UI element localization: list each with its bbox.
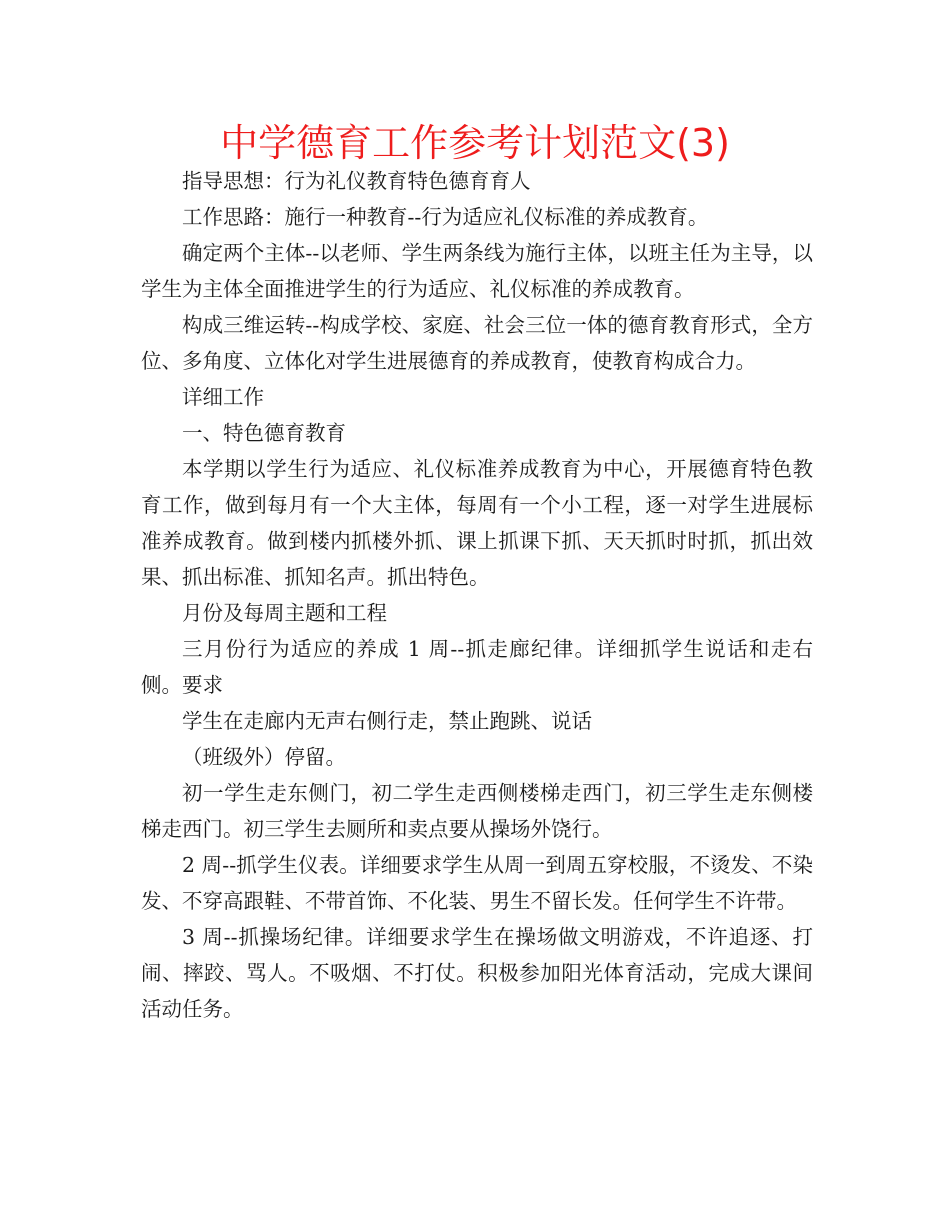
paragraph-march-week-one: 三月份行为适应的养成 1 周--抓走廊纪律。详细抓学生说话和走右侧。要求 <box>141 637 813 697</box>
paragraph-week-three: 3 周--抓操场纪律。详细要求学生在操场做文明游戏，不许追逐、打闹、摔跤、骂人。不吸烟、不打仗。积极参加阳光体育活动，完成大课间活动任务。 <box>141 925 813 1021</box>
paragraph-guiding-thought: 指导思想：行为礼仪教育特色德育育人 <box>182 169 531 193</box>
paragraph-section-one-heading: 一、特色德育教育 <box>182 421 346 445</box>
document-title: 中学德育工作参考计划范文(3) <box>220 121 730 165</box>
paragraph-stair-routes: 初一学生走东侧门，初二学生走西侧楼梯走西门，初三学生走东侧楼梯走西门。初三学生去厕所和卖点要从操场外饶行。 <box>141 781 813 841</box>
paragraph-outside-class: （班级外）停留。 <box>182 745 346 769</box>
document-body <box>141 163 813 1027</box>
paragraph-work-approach: 工作思路：施行一种教育--行为适应礼仪标准的养成教育。 <box>182 205 709 229</box>
paragraph-corridor-rule: 学生在走廊内无声右侧行走，禁止跑跳、说话 <box>182 709 592 733</box>
paragraph-monthly-themes-heading: 月份及每周主题和工程 <box>182 601 387 625</box>
paragraph-three-dimensions: 构成三维运转--构成学校、家庭、社会三位一体的德育教育形式，全方位、多角度、立体化对学生进展德育的养成教育，使教育构成合力。 <box>141 313 813 373</box>
paragraph-two-subjects: 确定两个主体--以老师、学生两条线为施行主体，以班主任为主导，以学生为主体全面推进学生的行为适应、礼仪标准的养成教育。 <box>141 241 813 301</box>
paragraph-semester-focus: 本学期以学生行为适应、礼仪标准养成教育为中心，开展德育特色教育工作，做到每月有一个大主体，每周有一个小工程，逐一对学生进展标准养成教育。做到楼内抓楼外抓、课上抓课下抓、天天抓时时抓，抓出效果、抓出标准、抓知名声。抓出特色。 <box>141 457 813 589</box>
paragraph-week-two: 2 周--抓学生仪表。详细要求学生从周一到周五穿校服，不烫发、不染发、不穿高跟鞋、不带首饰、不化装、男生不留长发。任何学生不许带。 <box>141 853 813 913</box>
paragraph-detailed-work-heading: 详细工作 <box>182 385 264 409</box>
